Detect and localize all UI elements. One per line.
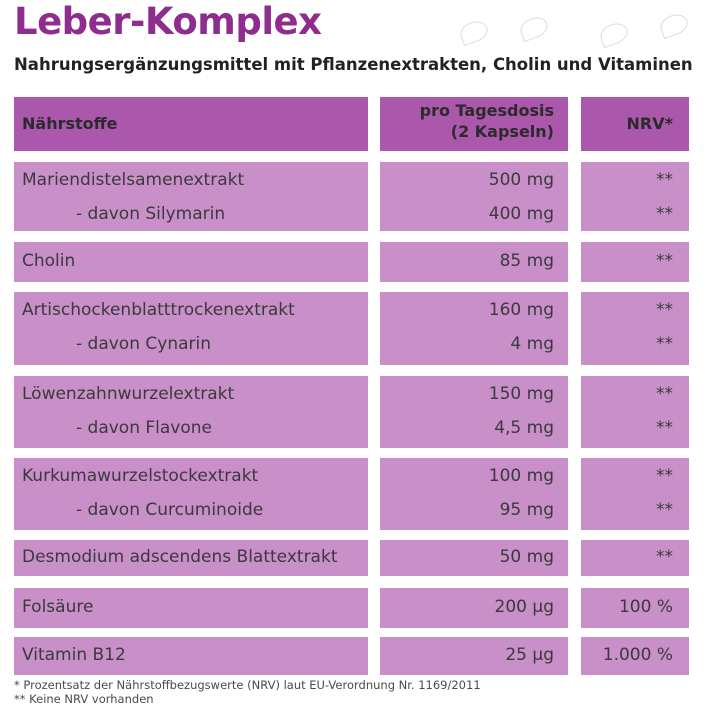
header-nrv-cell — [581, 97, 689, 151]
footnote-nrv: * Prozentsatz der Nährstoffbezugswerte (NRV) laut EU-Verordnung Nr. 1169/2011 — [14, 678, 481, 692]
table-cell-name — [14, 588, 368, 628]
table-cell-amount — [380, 458, 568, 530]
row-name: Vitamin B12 — [22, 645, 126, 665]
table-cell-nrv — [581, 242, 689, 282]
table-cell-name — [14, 637, 368, 675]
table-cell-amount — [380, 162, 568, 231]
table-cell-name — [14, 162, 368, 231]
row-nrv: ** — [656, 170, 673, 190]
leaf-decoration-icon — [597, 20, 630, 48]
table-cell-name — [14, 458, 368, 530]
row-name: Mariendistelsamenextrakt — [22, 170, 245, 190]
table-cell-amount — [380, 540, 568, 576]
table-cell-name — [14, 242, 368, 282]
row-nrv: 100 % — [618, 597, 673, 617]
leaf-decoration-icon — [457, 18, 490, 46]
row-name: - davon Cynarin — [76, 334, 211, 354]
row-amount: 160 mg — [488, 300, 554, 320]
table-cell-name — [14, 376, 368, 448]
header-dose-line2: (2 Kapseln) — [450, 122, 554, 141]
row-name: Cholin — [22, 251, 76, 271]
row-amount: 200 µg — [494, 597, 554, 617]
row-amount: 100 mg — [488, 466, 554, 486]
table-cell-amount — [380, 637, 568, 675]
row-amount: 500 mg — [488, 170, 554, 190]
header-nrv: NRV* — [626, 114, 673, 133]
table-cell-name — [14, 540, 368, 576]
leaf-decoration-icon — [517, 14, 550, 42]
header-dose-line1: pro Tagesdosis — [419, 101, 554, 120]
page-title: Leber-Komplex — [14, 0, 322, 43]
row-amount: 4 mg — [510, 334, 554, 354]
header-nutrients-cell — [14, 97, 368, 151]
table-cell-amount — [380, 292, 568, 365]
row-amount: 95 mg — [499, 500, 554, 520]
row-name: Löwenzahnwurzelextrakt — [22, 384, 235, 404]
row-nrv: ** — [656, 384, 673, 404]
row-nrv: ** — [656, 466, 673, 486]
table-cell-nrv — [581, 162, 689, 231]
table-cell-amount — [380, 242, 568, 282]
table-cell-nrv — [581, 637, 689, 675]
table-cell-nrv — [581, 458, 689, 530]
page-subtitle: Nahrungsergänzungsmittel mit Pflanzenextrakten, Cholin und Vitaminen — [14, 55, 693, 74]
row-amount: 400 mg — [488, 204, 554, 224]
row-nrv: ** — [656, 500, 673, 520]
row-name: Desmodium adscendens Blattextrakt — [22, 547, 338, 567]
leaf-decoration-icon — [657, 11, 690, 39]
row-name: Artischockenblatttrockenextrakt — [22, 300, 295, 320]
footnote-no-nrv: ** Keine NRV vorhanden — [14, 692, 154, 706]
row-amount: 50 mg — [499, 547, 554, 567]
row-amount: 85 mg — [499, 251, 554, 271]
row-name: - davon Flavone — [76, 418, 212, 438]
table-cell-nrv — [581, 292, 689, 365]
row-name: - davon Curcuminoide — [76, 500, 264, 520]
row-nrv: 1.000 % — [602, 645, 673, 665]
table-cell-nrv — [581, 588, 689, 628]
table-cell-amount — [380, 376, 568, 448]
header-dose-cell — [380, 97, 568, 151]
row-nrv: ** — [656, 204, 673, 224]
row-nrv: ** — [656, 251, 673, 271]
header-nutrients: Nährstoffe — [22, 114, 118, 133]
row-nrv: ** — [656, 547, 673, 567]
row-name: - davon Silymarin — [76, 204, 226, 224]
row-nrv: ** — [656, 300, 673, 320]
row-amount: 4,5 mg — [494, 418, 554, 438]
row-nrv: ** — [656, 418, 673, 438]
table-cell-name — [14, 292, 368, 365]
table-cell-nrv — [581, 540, 689, 576]
row-name: Kurkumawurzelstockextrakt — [22, 466, 259, 486]
table-cell-nrv — [581, 376, 689, 448]
row-nrv: ** — [656, 334, 673, 354]
row-amount: 150 mg — [488, 384, 554, 404]
row-amount: 25 µg — [505, 645, 554, 665]
table-cell-amount — [380, 588, 568, 628]
row-name: Folsäure — [22, 597, 94, 617]
